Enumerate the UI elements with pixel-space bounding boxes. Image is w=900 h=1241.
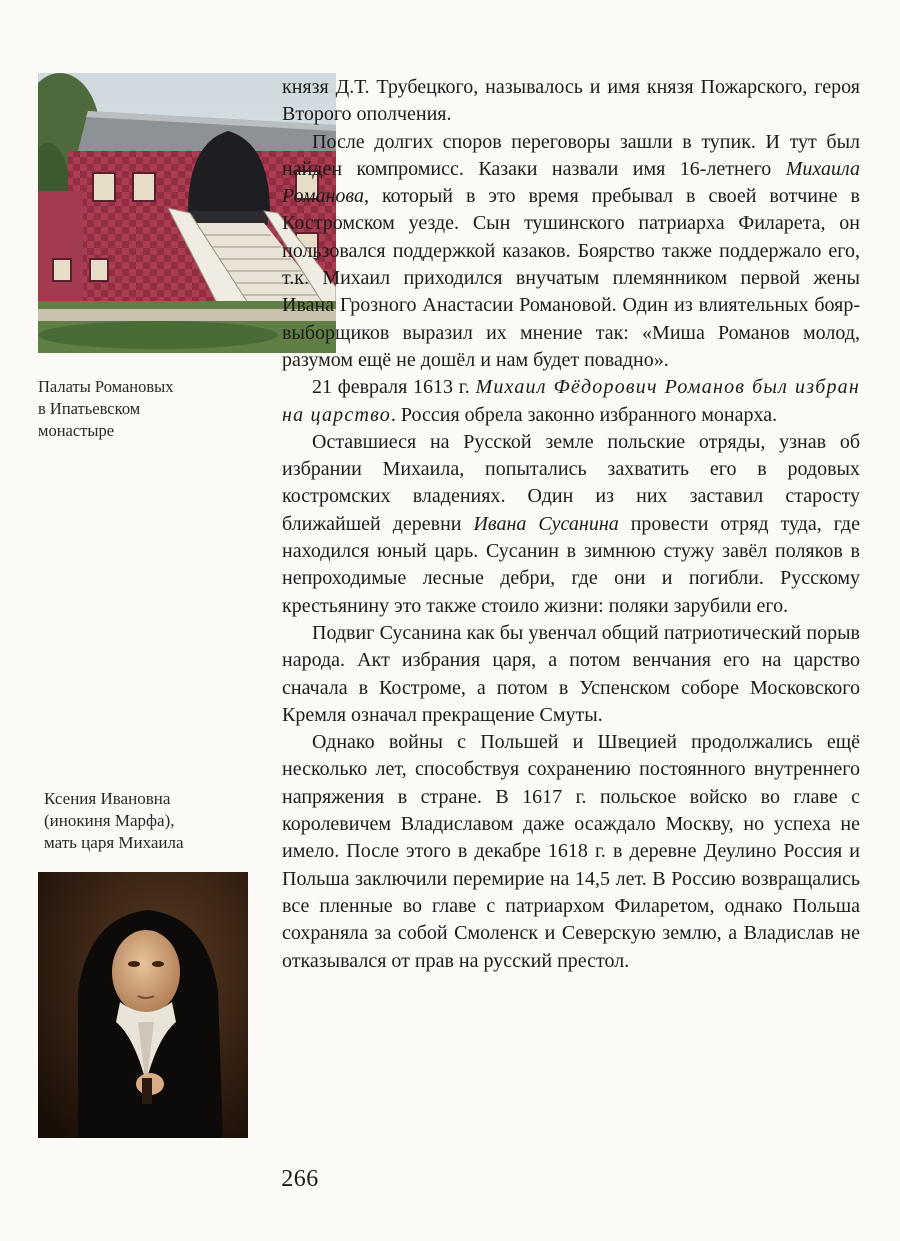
caption-line: в Ипатьевском bbox=[38, 399, 141, 418]
caption-line: Палаты Романовых bbox=[38, 377, 174, 396]
text-run: , который в это время пребывал в своей вотчине в Костромском уезде. Сын тушинского патриарха Филарета, он пользовался поддержкой казаков. Боярство также поддержало его, т.к. Михаил приходился внучатым племянником первой жены Ивана Грозного Анастасии Романовой. Один из влиятельных бояр-выборщиков выразил их мнение так: «Миша Романов молод, разумом ещё не дошёл и нам будет повадно». bbox=[282, 185, 860, 371]
emphasized-text: Михаил Фёдорович Романов был избран на царство bbox=[282, 376, 860, 426]
paragraph bbox=[282, 729, 860, 975]
paragraph bbox=[282, 620, 860, 729]
palace-caption bbox=[38, 376, 174, 442]
paragraph bbox=[282, 374, 860, 429]
caption-line: (инокиня Марфа), bbox=[44, 811, 175, 830]
emphasized-text: Ивана Сусанина bbox=[473, 512, 619, 535]
text-run: После долгих споров переговоры зашли в тупик. И тут был найден компромисс. Казаки назвали имя 16-летнего bbox=[282, 130, 860, 180]
text-run: Оставшиеся на Русской земле польские отряды, узнав об избрании Михаила, попытались захватить его в родовых костромских владениях. Один из них заставил старосту ближайшей деревни bbox=[282, 430, 860, 535]
caption-line: мать царя Михаила bbox=[44, 833, 184, 852]
paragraph bbox=[282, 429, 860, 620]
paragraph bbox=[282, 129, 860, 375]
portrait-painting bbox=[38, 872, 248, 1138]
text-run: провести отряд туда, где находился юный царь. Сусанин в зимнюю стужу завёл поляков в непроходимые лесные дебри, где они и погибли. Русскому крестьянину это также стоило жизни: поляки зарубили его. bbox=[282, 512, 860, 617]
caption-line: Ксения Ивановна bbox=[44, 789, 171, 808]
paragraph bbox=[282, 74, 860, 129]
text-run: . Россия обрела законно избранного монарха. bbox=[390, 403, 778, 426]
text-run: Однако войны с Польшей и Швецией продолжались ещё несколько лет, способствуя сохранению постоянного внутреннего напряжения в стране. В 1617 г. польское войско во главе с королевичем Владиславом даже осаждало Москву, но успеха не имело. После этого в декабре 1618 г. в деревне Деулино Россия и Польша заключили перемирие на 14,5 лет. В Россию возвращались все пленные во главе с патриархом Филаретом, однако Польша сохраняла за собой Смоленск и Северскую землю, а Владислав не отказывался от прав на русский престол. bbox=[282, 731, 860, 972]
text-run: князя Д.Т. Трубецкого, называлось и имя князя Пожарского, героя Второго ополчения. bbox=[282, 76, 860, 126]
emphasized-text: Михаила Романова bbox=[282, 157, 860, 208]
portrait-caption bbox=[44, 788, 184, 854]
main-text bbox=[282, 74, 860, 975]
text-run: 21 февраля 1613 г. bbox=[312, 376, 476, 399]
page-number: 266 bbox=[281, 1166, 319, 1192]
caption-line: монастыре bbox=[38, 421, 115, 440]
text-run: Подвиг Сусанина как бы увенчал общий патриотический порыв народа. Акт избрания царя, а потом венчания его на царство сначала в Костроме, а потом в Успенском соборе Московского Кремля означал прекращение Смуты. bbox=[282, 621, 860, 726]
